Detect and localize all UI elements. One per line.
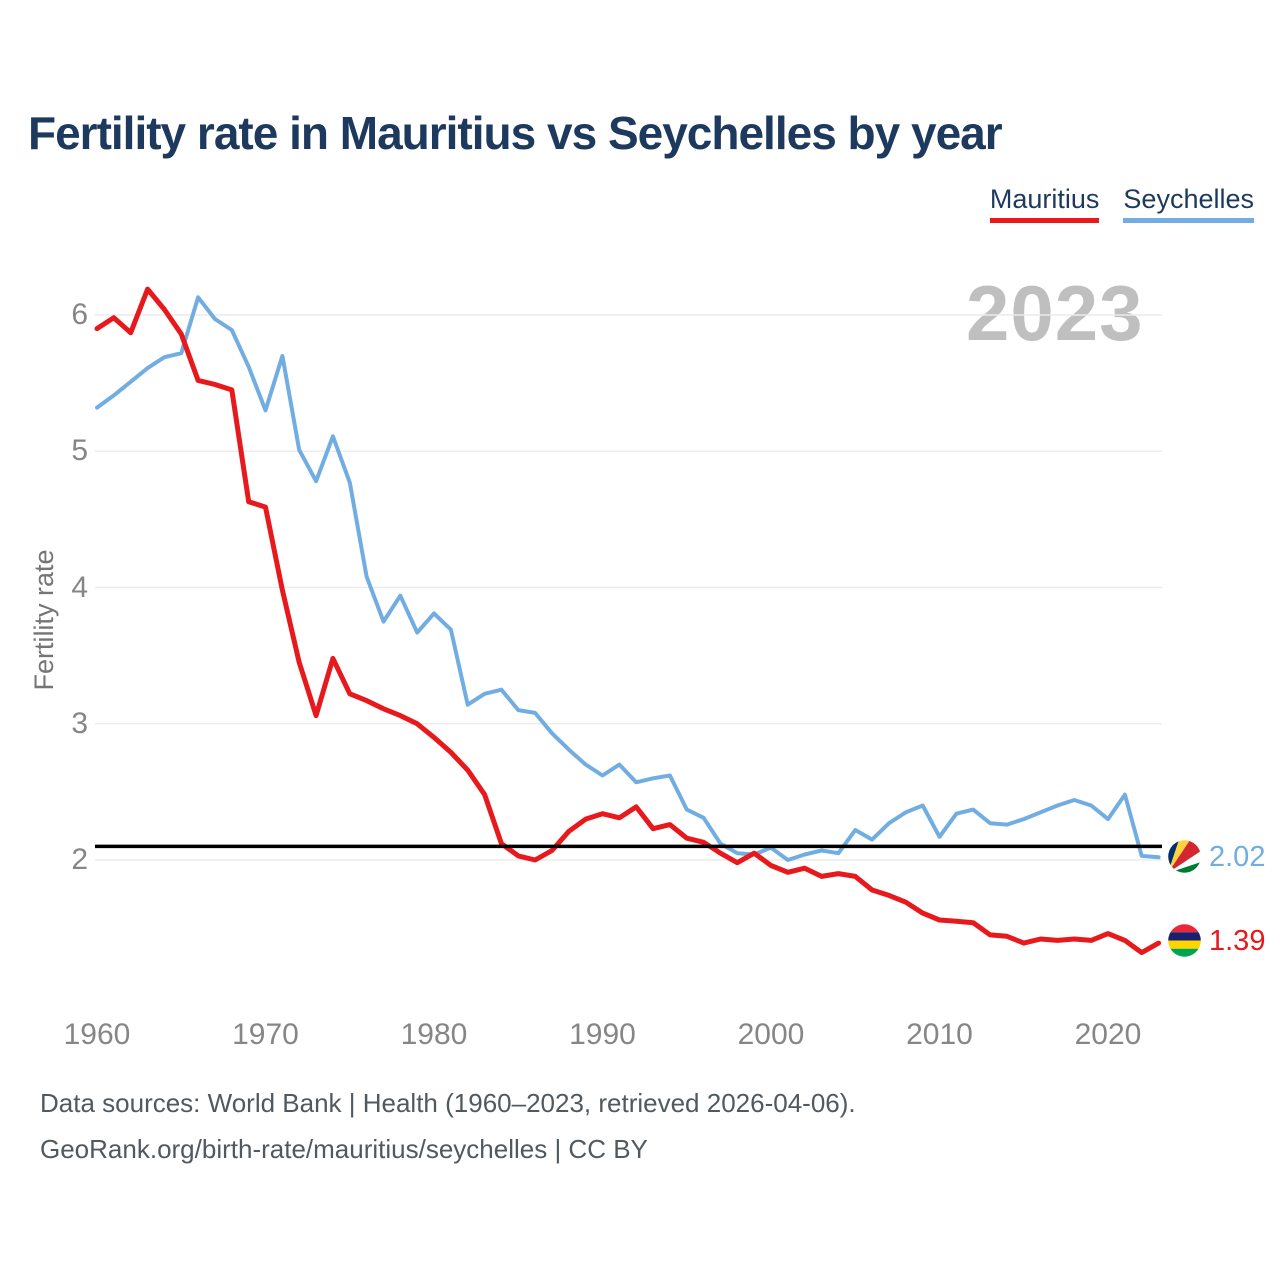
gridlines: [95, 315, 1162, 860]
y-tick-label: 3: [71, 706, 88, 740]
y-axis-label: Fertility rate: [29, 549, 59, 691]
y-tick-label: 4: [71, 570, 88, 604]
series-lines: [97, 289, 1159, 953]
seychelles-value-label: 2.02: [1209, 841, 1266, 873]
legend-item-seychelles[interactable]: [1123, 184, 1254, 223]
x-tick-label: 2010: [906, 1018, 973, 1051]
mauritius-value-label: 1.39: [1209, 925, 1266, 957]
legend-item-mauritius[interactable]: [990, 184, 1100, 223]
attribution-line: GeoRank.org/birth-rate/mauritius/seychelles | CC BY: [40, 1134, 648, 1164]
x-tick-label: 2020: [1074, 1018, 1142, 1051]
x-tick-label: 1960: [63, 1018, 131, 1051]
x-tick-label: 1970: [232, 1018, 299, 1051]
seychelles-series-line[interactable]: [97, 297, 1159, 860]
legend-label-seychelles: Seychelles: [1123, 184, 1254, 214]
data-sources-line: Data sources: World Bank | Health (1960–2023, retrieved 2026-04-06).: [40, 1088, 856, 1118]
x-tick-label: 1990: [569, 1018, 636, 1051]
watermark-year: 2023: [966, 269, 1144, 357]
page-title: Fertility rate in Mauritius vs Seychelles by year: [28, 107, 1002, 159]
y-tick-label: 5: [71, 434, 88, 468]
legend: [990, 184, 1254, 223]
y-tick-label: 2: [71, 843, 88, 876]
legend-label-mauritius: Mauritius: [989, 184, 1100, 214]
mauritius-flag-icon: [1168, 924, 1201, 957]
seychelles-flag-icon: [1168, 840, 1201, 873]
y-tick-label: 6: [71, 298, 88, 331]
x-tick-label: 2000: [737, 1018, 805, 1051]
footer: [40, 1080, 856, 1172]
x-tick-label: 1980: [400, 1018, 468, 1051]
